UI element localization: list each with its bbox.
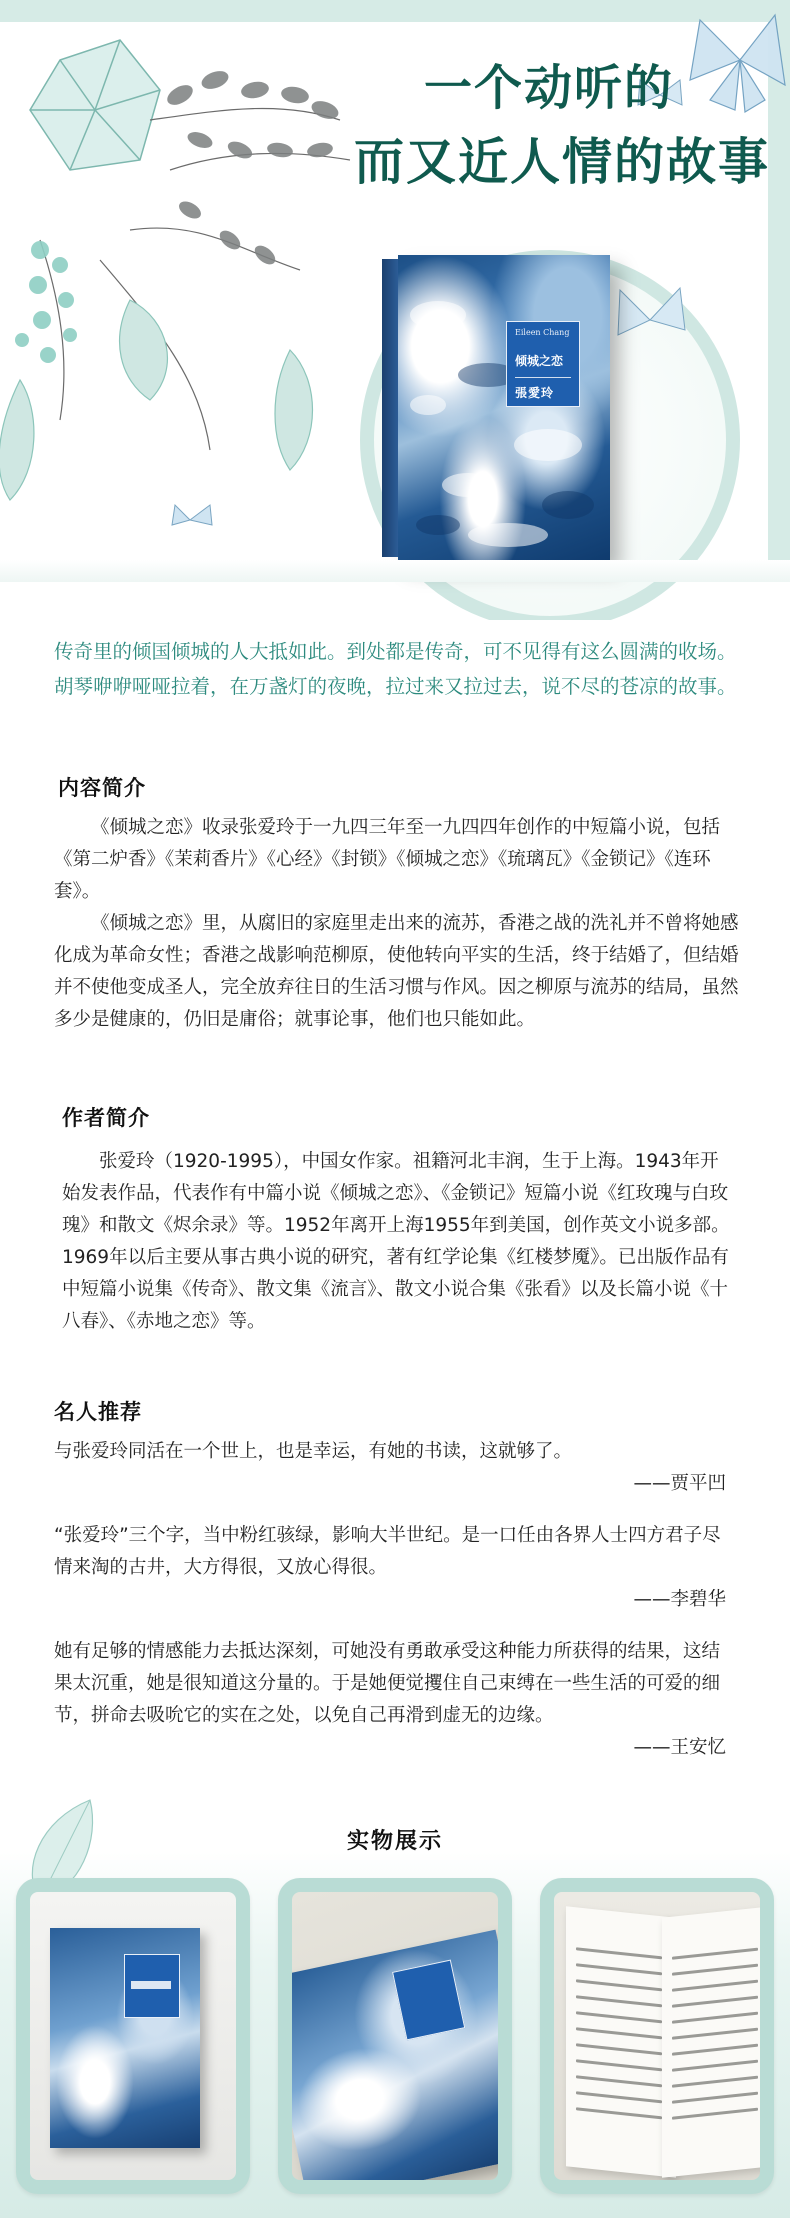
book-cover-image	[398, 255, 610, 560]
content-paragraph-1: 《倾城之恋》收录张爱玲于一九四三年至一九四四年创作的中短篇小说，包括《第二炉香》《茉莉香片》《心经》《封锁》《倾城之恋》《琉璃瓦》《金锁记》《连环套》。	[54, 817, 721, 902]
hero-banner	[0, 0, 790, 620]
quote-3	[54, 1636, 734, 1764]
hero-title-line2: 而又近人情的故事	[354, 131, 770, 191]
photo-book-angled	[292, 1892, 498, 2180]
book-spine	[382, 259, 398, 557]
photo-book-label	[124, 1954, 180, 2018]
author-heading: 作者简介	[62, 1106, 150, 1130]
display-photo-3	[540, 1878, 774, 2194]
author-body	[62, 1146, 737, 1338]
book-title-label	[506, 321, 580, 407]
crystal-icon	[30, 40, 160, 170]
content-paragraph-2: 《倾城之恋》里，从腐旧的家庭里走出来的流苏，香港之战的洗礼并不曾将她感化成为革命女性；香港之战影响范柳原，使他转向平实的生活，终于结婚了，但结婚并不使他变成圣人，完全放弃往日的生活习惯与作风。因之柳原与流苏的结局，虽然多少是健康的，仍旧是庸俗；就事论事，他们也只能如此。	[54, 913, 739, 1030]
photo-book-label	[392, 1960, 465, 2041]
hero-title	[354, 60, 770, 192]
display-heading: 实物展示	[346, 1829, 443, 1854]
leaf-icon	[164, 68, 341, 268]
butterfly-icon	[618, 288, 685, 335]
butterfly-icon	[172, 505, 212, 525]
content-heading: 内容简介	[58, 776, 146, 800]
quote-text: “张爱玲”三个字，当中粉红骇绿，影响大半世纪。是一口任由各界人士四方君子尽情来淘的古井，大方得很，又放心得很。	[54, 1525, 721, 1578]
quote-1	[54, 1436, 734, 1500]
photo-book-front	[30, 1892, 236, 2180]
photo-book-pages	[554, 1892, 760, 2180]
teal-leaf-icon	[0, 300, 313, 500]
photo-page-right	[662, 1906, 760, 2178]
quote-author: ——李碧华	[633, 1589, 726, 1610]
hero-bottom-band	[0, 560, 790, 582]
recommend-heading: 名人推荐	[54, 1400, 142, 1424]
hero-title-line1: 一个动听的	[423, 60, 674, 116]
quote-author: ——王安忆	[633, 1737, 726, 1758]
book-label-title: 倾城之恋	[515, 354, 564, 368]
book-label-en: Eileen Chang	[515, 328, 570, 337]
book-label-divider	[515, 377, 571, 378]
content-body	[54, 812, 744, 1036]
photo-page-left	[566, 1906, 676, 2178]
display-photo-2	[278, 1878, 512, 2194]
book-label-author: 張愛玲	[515, 386, 555, 400]
book-cover-art	[398, 255, 610, 560]
display-photo-1	[16, 1878, 250, 2194]
quote-text: 与张爱玲同活在一个世上，也是幸运，有她的书读，这就够了。	[54, 1441, 573, 1462]
quote-author: ——贾平凹	[633, 1473, 726, 1494]
photo-book-cover	[50, 1928, 200, 2148]
photo-book-cover	[292, 1930, 498, 2180]
intro-text: 传奇里的倾国倾城的人大抵如此。到处都是传奇，可不见得有这么圆满的收场。胡琴咿咿哑哑拉着，在万盏灯的夜晚，拉过来又拉过去，说不尽的苍凉的故事。	[54, 640, 737, 698]
author-paragraph: 张爱玲（1920-1995），中国女作家。祖籍河北丰润，生于上海。1943年开始发表作品，代表作有中篇小说《倾城之恋》、《金锁记》短篇小说《红玫瑰与白玫瑰》和散文《烬余录》等。1952年离开上海1955年到美国，创作英文小说多部。1969年以后主要从事古典小说的研究，著有红学论集《红楼梦魇》。已出版作品有中短篇小说集《传奇》、散文集《流言》、散文小说合集《张看》以及长篇小说《十八春》、《赤地之恋》等。	[62, 1151, 730, 1332]
quote-2	[54, 1520, 734, 1616]
cover-pattern	[398, 255, 610, 560]
quote-text: 她有足够的情感能力去抵达深刻，可她没有勇敢承受这种能力所获得的结果，这结果太沉重，她是很知道这分量的。于是她便觉攫住自己束缚在一些生活的可爱的细节，拼命去吸吮它的实在之处，以免自己再滑到虚无的边缘。	[54, 1641, 721, 1726]
